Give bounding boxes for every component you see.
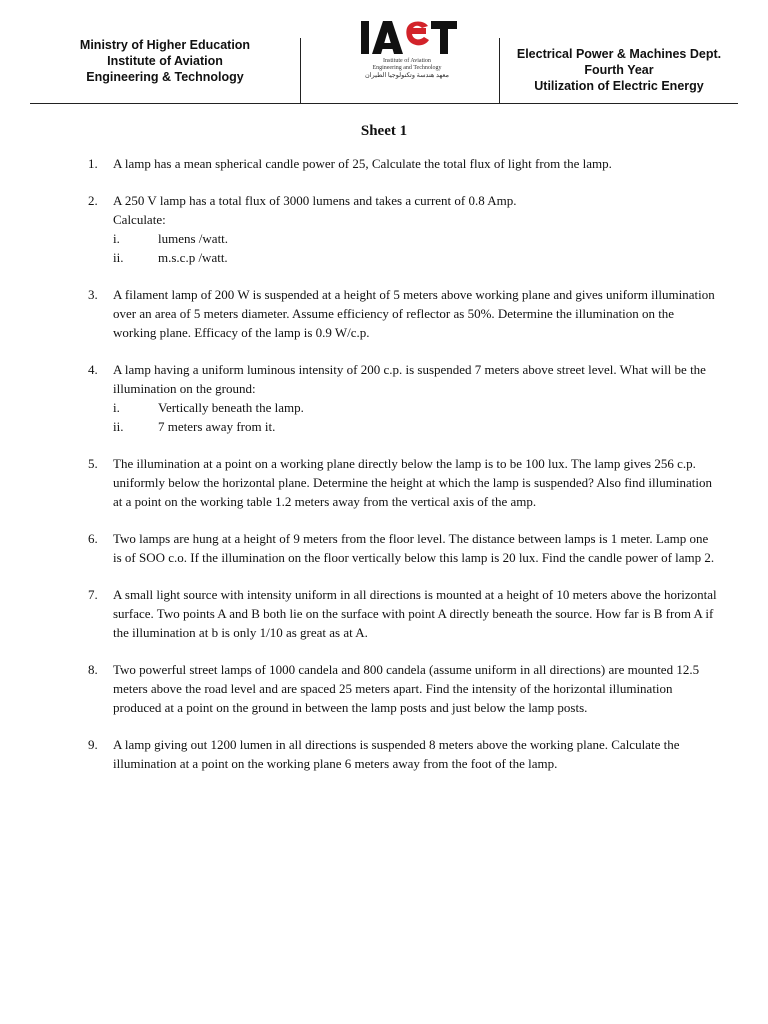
department-line: Electrical Power & Machines Dept. [516,47,722,61]
question-item [88,736,718,774]
question-item [88,530,718,568]
sub-question-number: ii. [113,249,124,265]
question-text: A 250 V lamp has a total flux of 3000 lumens and takes a current of 0.8 Amp. [113,193,517,209]
course-line: Utilization of Electric Energy [534,79,704,93]
question-item [88,286,718,342]
question-number: 6. [88,530,98,546]
question-text: Calculate: [113,212,166,228]
question-item [88,192,718,267]
question-item [88,155,718,174]
document-header [30,30,738,104]
question-number: 4. [88,362,98,378]
question-number: 7. [88,587,98,603]
question-number: 5. [88,455,98,471]
question-number: 8. [88,662,98,678]
institute-line: Institute of Aviation [107,54,223,68]
sub-question [113,249,718,268]
sub-question [113,230,718,249]
sub-question [113,418,718,437]
logo-arabic-name: معهد هندسة وتكنولوجيا الطيران [364,72,450,79]
question-list [88,155,718,792]
question-number: 2. [88,193,98,209]
header-left-block [30,37,300,85]
logo-caption-line-1: Institute of Aviation [383,58,431,64]
logo-caption-line-2: Engineering and Technology [372,65,442,71]
question-text: A small light source with intensity uniform in all directions is mounted at a height of 10 meters above the horizontal surface. Two points A and B both lie on the surface with point A directly beneath the source. How far is B from A if the illumination at b is only 1/10 as great as at A. [113,587,717,640]
question-text: A lamp having a uniform luminous intensity of 200 c.p. is suspended 7 meters above street level. What will be the illumination on the ground: [113,362,706,396]
sub-question-text: m.s.c.p /watt. [158,249,228,265]
question-text: A filament lamp of 200 W is suspended at a height of 5 meters above working plane and gives uniform illumination over an area of 5 meters diameter. Assume efficiency of reflector as 50%. Determine the illumination on the working plane. Efficacy of the lamp is 0.9 W/c.p. [113,287,715,340]
sub-question-number: i. [113,230,120,246]
sub-question-text: Vertically beneath the lamp. [158,399,304,415]
question-text: A lamp has a mean spherical candle power of 25, Calculate the total flux of light from the lamp. [113,156,612,171]
sub-question-number: ii. [113,418,124,434]
sub-question-text: lumens /watt. [158,230,229,246]
question-item [88,361,718,436]
logo-caption [352,58,462,79]
question-item [88,661,718,717]
question-text: Two lamps are hung at a height of 9 meters from the floor level. The distance between lamps is 1 meter. Lamp one is of SOO c.o. If the illumination on the floor vertically below this lamp is 20 lux. Find the candle power of lamp 2. [113,530,715,565]
header-divider-left [300,38,301,103]
sub-question-number: i. [113,399,120,415]
iaet-logo-mark [352,16,462,60]
sub-question-text: 7 meters away from it. [158,418,276,434]
question-text: Two powerful street lamps of 1000 candela and 800 candela (assume uniform in all directions) are mounted 12.5 meters above the road level and are spaced 25 meters apart. Find the intensity of the horizontal illumination produced at a point on the ground in between the lamp posts and just below the lamp posts. [113,662,700,715]
question-text: A lamp giving out 1200 lumen in all directions is suspended 8 meters above the working plane. Calculate the illumination at a point on the working plane 6 meters away from the foot of the lamp. [113,737,680,771]
engineering-line: Engineering & Technology [86,70,244,84]
header-rule [30,103,738,104]
sheet-title: Sheet 1 [360,123,408,139]
question-item [88,586,718,642]
question-number: 3. [88,287,98,303]
iaet-logo [352,16,462,96]
question-text: The illumination at a point on a working plane directly below the lamp is to be 100 lux. The lamp gives 256 c.p. uniformly below the horizontal plane. Determine the height at which the lamp is suspended? Also find illumination at a point on the working table 1.2 meters away from the vertical axis of the amp. [113,455,712,509]
question-number: 9. [88,737,98,753]
header-right-block [500,46,738,94]
question-number: 1. [88,156,98,171]
sub-question [113,399,718,418]
year-line: Fourth Year [584,63,654,77]
question-item [88,455,718,511]
ministry-line: Ministry of Higher Education [79,38,251,52]
